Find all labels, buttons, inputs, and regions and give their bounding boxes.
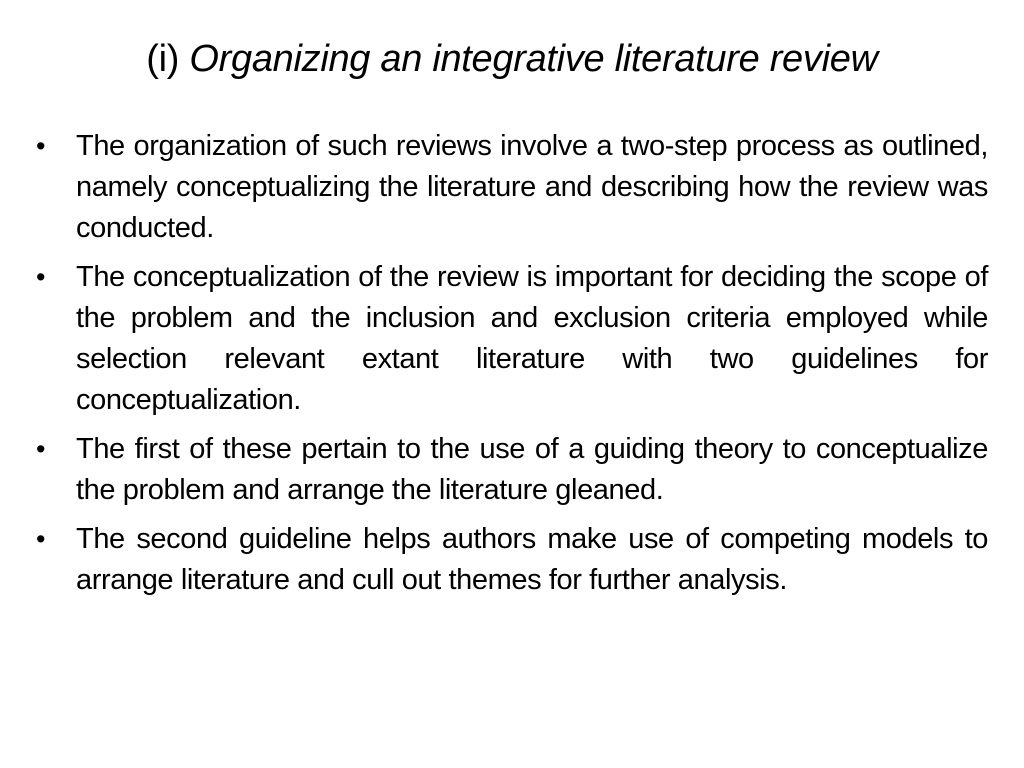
bullet-text-3: The first of these pertain to the use of a guiding theory to conceptualize the problem and arrange the literature gleaned. [76, 433, 988, 506]
title-emphasis: Organizing an integrative literature review [189, 38, 878, 80]
bullet-item-3 [36, 429, 988, 511]
slide-title [0, 34, 1024, 84]
bullet-icon: • [36, 434, 46, 464]
bullet-icon: • [36, 262, 46, 292]
title-prefix: (i) [146, 38, 190, 80]
bullet-text-4: The second guideline helps authors make use of competing models to arrange literature and cull out themes for further analysis. [76, 523, 988, 596]
bullet-text-2: The conceptualization of the review is important for deciding the scope of the problem and the inclusion and exclusion criteria employed while selection relevant extant literature with two guidelines for conceptualization. [76, 261, 988, 416]
bullet-text-1: The organization of such reviews involve a two-step process as outlined, namely conceptualizing the literature and describing how the review was conducted. [76, 130, 988, 244]
bullet-item-2 [36, 257, 988, 421]
bullet-icon: • [36, 131, 46, 161]
bullet-list [36, 126, 988, 609]
bullet-icon: • [36, 524, 46, 554]
bullet-item-1 [36, 126, 988, 249]
bullet-item-4 [36, 519, 988, 601]
